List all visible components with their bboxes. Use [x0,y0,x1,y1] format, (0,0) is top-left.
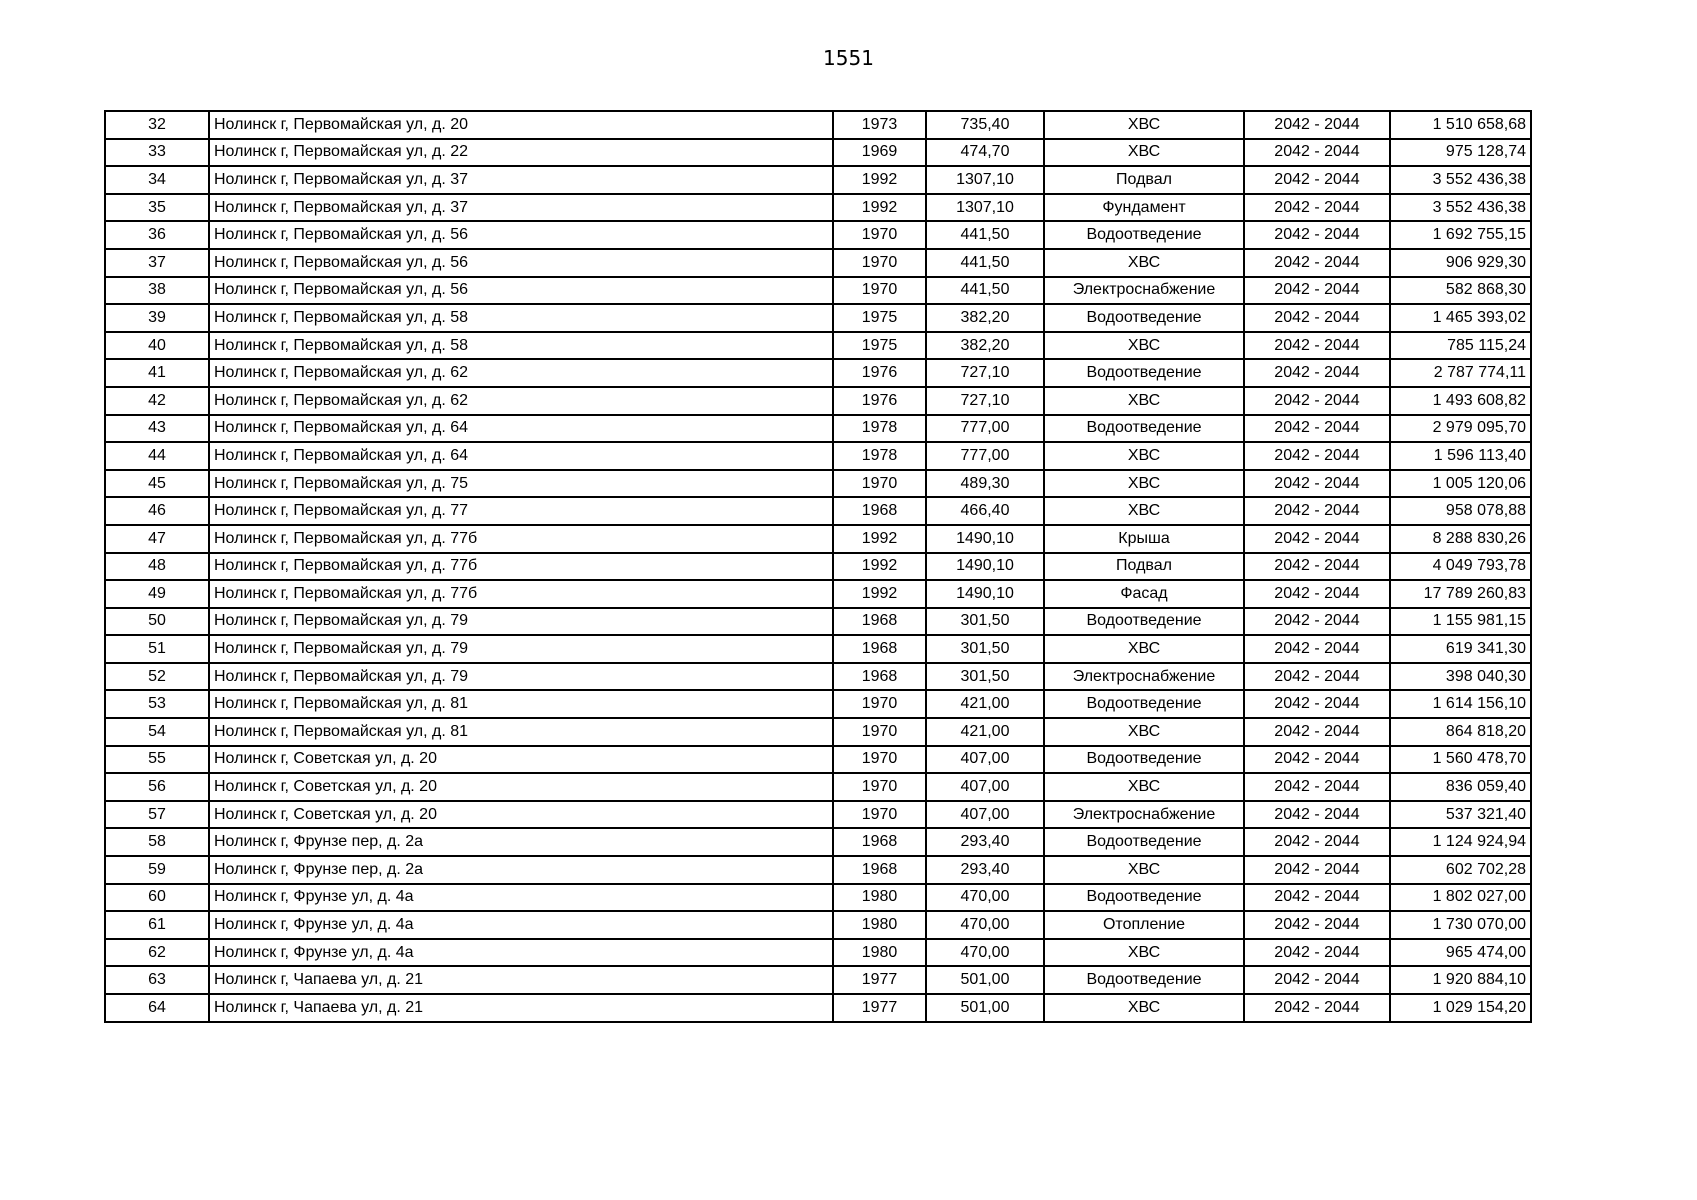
work-type-cell: Электроснабжение [1044,663,1244,691]
address-cell: Нолинск г, Чапаева ул, д. 21 [209,966,833,994]
work-type-cell: ХВС [1044,470,1244,498]
work-type-cell: Водоотведение [1044,690,1244,718]
year-built-cell: 1992 [833,194,926,222]
cost-cell: 864 818,20 [1390,718,1531,746]
row-number-cell: 42 [105,387,209,415]
repair-schedule-table [104,110,1532,1023]
table-row [105,690,1531,718]
area-cell: 501,00 [926,966,1044,994]
area-cell: 301,50 [926,608,1044,636]
row-number-cell: 35 [105,194,209,222]
cost-cell: 619 341,30 [1390,635,1531,663]
cost-cell: 1 510 658,68 [1390,111,1531,139]
cost-cell: 965 474,00 [1390,939,1531,967]
area-cell: 421,00 [926,690,1044,718]
area-cell: 407,00 [926,801,1044,829]
table-row [105,718,1531,746]
table-row [105,166,1531,194]
row-number-cell: 60 [105,884,209,912]
work-type-cell: Крыша [1044,525,1244,553]
row-number-cell: 51 [105,635,209,663]
table-row [105,111,1531,139]
area-cell: 441,50 [926,221,1044,249]
table-row [105,773,1531,801]
period-cell: 2042 - 2044 [1244,249,1390,277]
year-built-cell: 1968 [833,635,926,663]
address-cell: Нолинск г, Фрунзе пер, д. 2а [209,856,833,884]
table-row [105,746,1531,774]
work-type-cell: Водоотведение [1044,746,1244,774]
row-number-cell: 61 [105,911,209,939]
cost-cell: 602 702,28 [1390,856,1531,884]
area-cell: 466,40 [926,497,1044,525]
year-built-cell: 1970 [833,690,926,718]
row-number-cell: 64 [105,994,209,1022]
address-cell: Нолинск г, Первомайская ул, д. 77б [209,553,833,581]
table-row [105,608,1531,636]
year-built-cell: 1968 [833,663,926,691]
year-built-cell: 1992 [833,166,926,194]
year-built-cell: 1992 [833,525,926,553]
table-row [105,801,1531,829]
work-type-cell: ХВС [1044,994,1244,1022]
year-built-cell: 1970 [833,718,926,746]
work-type-cell: Отопление [1044,911,1244,939]
cost-cell: 582 868,30 [1390,277,1531,305]
address-cell: Нолинск г, Фрунзе пер, д. 2а [209,828,833,856]
area-cell: 407,00 [926,746,1044,774]
table-row [105,304,1531,332]
period-cell: 2042 - 2044 [1244,470,1390,498]
row-number-cell: 58 [105,828,209,856]
area-cell: 441,50 [926,277,1044,305]
work-type-cell: Фундамент [1044,194,1244,222]
work-type-cell: Водоотведение [1044,884,1244,912]
address-cell: Нолинск г, Первомайская ул, д. 77 [209,497,833,525]
period-cell: 2042 - 2044 [1244,497,1390,525]
period-cell: 2042 - 2044 [1244,359,1390,387]
period-cell: 2042 - 2044 [1244,111,1390,139]
table-row [105,139,1531,167]
cost-cell: 1 802 027,00 [1390,884,1531,912]
year-built-cell: 1970 [833,801,926,829]
page-number: 1551 [823,46,874,70]
address-cell: Нолинск г, Первомайская ул, д. 56 [209,249,833,277]
year-built-cell: 1970 [833,221,926,249]
area-cell: 1490,10 [926,580,1044,608]
area-cell: 1307,10 [926,166,1044,194]
table-row [105,415,1531,443]
period-cell: 2042 - 2044 [1244,690,1390,718]
table-row [105,553,1531,581]
address-cell: Нолинск г, Первомайская ул, д. 58 [209,332,833,360]
period-cell: 2042 - 2044 [1244,635,1390,663]
table-row [105,332,1531,360]
table-row [105,194,1531,222]
address-cell: Нолинск г, Фрунзе ул, д. 4а [209,884,833,912]
row-number-cell: 52 [105,663,209,691]
row-number-cell: 57 [105,801,209,829]
address-cell: Нолинск г, Первомайская ул, д. 62 [209,387,833,415]
period-cell: 2042 - 2044 [1244,304,1390,332]
cost-cell: 1 124 924,94 [1390,828,1531,856]
row-number-cell: 59 [105,856,209,884]
table-row [105,221,1531,249]
cost-cell: 1 465 393,02 [1390,304,1531,332]
year-built-cell: 1969 [833,139,926,167]
address-cell: Нолинск г, Первомайская ул, д. 58 [209,304,833,332]
address-cell: Нолинск г, Первомайская ул, д. 75 [209,470,833,498]
year-built-cell: 1980 [833,911,926,939]
period-cell: 2042 - 2044 [1244,856,1390,884]
row-number-cell: 50 [105,608,209,636]
cost-cell: 785 115,24 [1390,332,1531,360]
table-row [105,277,1531,305]
year-built-cell: 1978 [833,442,926,470]
table-row [105,939,1531,967]
cost-cell: 958 078,88 [1390,497,1531,525]
address-cell: Нолинск г, Советская ул, д. 20 [209,746,833,774]
area-cell: 470,00 [926,911,1044,939]
table-row [105,828,1531,856]
row-number-cell: 48 [105,553,209,581]
period-cell: 2042 - 2044 [1244,139,1390,167]
area-cell: 474,70 [926,139,1044,167]
area-cell: 1307,10 [926,194,1044,222]
work-type-cell: Водоотведение [1044,828,1244,856]
work-type-cell: ХВС [1044,939,1244,967]
cost-cell: 1 155 981,15 [1390,608,1531,636]
cost-cell: 975 128,74 [1390,139,1531,167]
row-number-cell: 40 [105,332,209,360]
cost-cell: 8 288 830,26 [1390,525,1531,553]
area-cell: 293,40 [926,828,1044,856]
table-row [105,884,1531,912]
table-row [105,580,1531,608]
period-cell: 2042 - 2044 [1244,415,1390,443]
period-cell: 2042 - 2044 [1244,387,1390,415]
row-number-cell: 53 [105,690,209,718]
address-cell: Нолинск г, Первомайская ул, д. 79 [209,663,833,691]
year-built-cell: 1968 [833,608,926,636]
year-built-cell: 1978 [833,415,926,443]
area-cell: 777,00 [926,415,1044,443]
work-type-cell: ХВС [1044,387,1244,415]
year-built-cell: 1992 [833,553,926,581]
work-type-cell: Электроснабжение [1044,277,1244,305]
table-row [105,249,1531,277]
address-cell: Нолинск г, Первомайская ул, д. 56 [209,277,833,305]
row-number-cell: 45 [105,470,209,498]
row-number-cell: 37 [105,249,209,277]
row-number-cell: 41 [105,359,209,387]
period-cell: 2042 - 2044 [1244,773,1390,801]
year-built-cell: 1980 [833,939,926,967]
area-cell: 501,00 [926,994,1044,1022]
address-cell: Нолинск г, Первомайская ул, д. 37 [209,166,833,194]
cost-cell: 906 929,30 [1390,249,1531,277]
year-built-cell: 1977 [833,966,926,994]
work-type-cell: ХВС [1044,635,1244,663]
cost-cell: 2 787 774,11 [1390,359,1531,387]
work-type-cell: ХВС [1044,332,1244,360]
period-cell: 2042 - 2044 [1244,746,1390,774]
row-number-cell: 39 [105,304,209,332]
area-cell: 407,00 [926,773,1044,801]
area-cell: 489,30 [926,470,1044,498]
row-number-cell: 32 [105,111,209,139]
table-row [105,525,1531,553]
work-type-cell: Водоотведение [1044,221,1244,249]
year-built-cell: 1970 [833,470,926,498]
area-cell: 382,20 [926,332,1044,360]
address-cell: Нолинск г, Первомайская ул, д. 77б [209,580,833,608]
year-built-cell: 1975 [833,304,926,332]
work-type-cell: ХВС [1044,139,1244,167]
cost-cell: 1 692 755,15 [1390,221,1531,249]
area-cell: 301,50 [926,635,1044,663]
period-cell: 2042 - 2044 [1244,608,1390,636]
table-row [105,387,1531,415]
area-cell: 293,40 [926,856,1044,884]
work-type-cell: Водоотведение [1044,415,1244,443]
row-number-cell: 54 [105,718,209,746]
work-type-cell: Водоотведение [1044,359,1244,387]
table-row [105,966,1531,994]
cost-cell: 3 552 436,38 [1390,194,1531,222]
row-number-cell: 49 [105,580,209,608]
cost-cell: 2 979 095,70 [1390,415,1531,443]
period-cell: 2042 - 2044 [1244,884,1390,912]
year-built-cell: 1977 [833,994,926,1022]
row-number-cell: 47 [105,525,209,553]
work-type-cell: ХВС [1044,442,1244,470]
cost-cell: 1 029 154,20 [1390,994,1531,1022]
area-cell: 421,00 [926,718,1044,746]
area-cell: 470,00 [926,884,1044,912]
year-built-cell: 1970 [833,277,926,305]
period-cell: 2042 - 2044 [1244,332,1390,360]
work-type-cell: ХВС [1044,856,1244,884]
year-built-cell: 1970 [833,746,926,774]
address-cell: Нолинск г, Первомайская ул, д. 79 [209,635,833,663]
period-cell: 2042 - 2044 [1244,828,1390,856]
address-cell: Нолинск г, Первомайская ул, д. 81 [209,690,833,718]
year-built-cell: 1976 [833,359,926,387]
period-cell: 2042 - 2044 [1244,166,1390,194]
year-built-cell: 1968 [833,497,926,525]
period-cell: 2042 - 2044 [1244,221,1390,249]
address-cell: Нолинск г, Первомайская ул, д. 81 [209,718,833,746]
row-number-cell: 63 [105,966,209,994]
period-cell: 2042 - 2044 [1244,277,1390,305]
area-cell: 441,50 [926,249,1044,277]
cost-cell: 1 560 478,70 [1390,746,1531,774]
cost-cell: 1 005 120,06 [1390,470,1531,498]
address-cell: Нолинск г, Первомайская ул, д. 62 [209,359,833,387]
address-cell: Нолинск г, Первомайская ул, д. 22 [209,139,833,167]
period-cell: 2042 - 2044 [1244,663,1390,691]
work-type-cell: ХВС [1044,111,1244,139]
cost-cell: 398 040,30 [1390,663,1531,691]
table-row [105,663,1531,691]
row-number-cell: 44 [105,442,209,470]
work-type-cell: Водоотведение [1044,966,1244,994]
work-type-cell: ХВС [1044,249,1244,277]
row-number-cell: 38 [105,277,209,305]
table-body [105,111,1531,1022]
period-cell: 2042 - 2044 [1244,994,1390,1022]
row-number-cell: 36 [105,221,209,249]
work-type-cell: Фасад [1044,580,1244,608]
address-cell: Нолинск г, Первомайская ул, д. 77б [209,525,833,553]
area-cell: 301,50 [926,663,1044,691]
address-cell: Нолинск г, Первомайская ул, д. 20 [209,111,833,139]
cost-cell: 537 321,40 [1390,801,1531,829]
row-number-cell: 56 [105,773,209,801]
period-cell: 2042 - 2044 [1244,580,1390,608]
year-built-cell: 1992 [833,580,926,608]
address-cell: Нолинск г, Первомайская ул, д. 79 [209,608,833,636]
table-row [105,911,1531,939]
year-built-cell: 1968 [833,828,926,856]
cost-cell: 17 789 260,83 [1390,580,1531,608]
period-cell: 2042 - 2044 [1244,911,1390,939]
period-cell: 2042 - 2044 [1244,801,1390,829]
period-cell: 2042 - 2044 [1244,718,1390,746]
area-cell: 382,20 [926,304,1044,332]
row-number-cell: 46 [105,497,209,525]
address-cell: Нолинск г, Советская ул, д. 20 [209,801,833,829]
period-cell: 2042 - 2044 [1244,442,1390,470]
year-built-cell: 1980 [833,884,926,912]
cost-cell: 1 920 884,10 [1390,966,1531,994]
period-cell: 2042 - 2044 [1244,194,1390,222]
cost-cell: 4 049 793,78 [1390,553,1531,581]
work-type-cell: ХВС [1044,497,1244,525]
cost-cell: 836 059,40 [1390,773,1531,801]
row-number-cell: 62 [105,939,209,967]
period-cell: 2042 - 2044 [1244,939,1390,967]
table-row [105,497,1531,525]
cost-cell: 1 730 070,00 [1390,911,1531,939]
table-row [105,442,1531,470]
area-cell: 470,00 [926,939,1044,967]
area-cell: 1490,10 [926,553,1044,581]
work-type-cell: ХВС [1044,773,1244,801]
address-cell: Нолинск г, Первомайская ул, д. 37 [209,194,833,222]
year-built-cell: 1970 [833,773,926,801]
row-number-cell: 43 [105,415,209,443]
cost-cell: 1 614 156,10 [1390,690,1531,718]
address-cell: Нолинск г, Советская ул, д. 20 [209,773,833,801]
table-row [105,470,1531,498]
address-cell: Нолинск г, Чапаева ул, д. 21 [209,994,833,1022]
address-cell: Нолинск г, Первомайская ул, д. 64 [209,415,833,443]
cost-cell: 1 596 113,40 [1390,442,1531,470]
table-row [105,635,1531,663]
row-number-cell: 55 [105,746,209,774]
cost-cell: 3 552 436,38 [1390,166,1531,194]
year-built-cell: 1970 [833,249,926,277]
row-number-cell: 34 [105,166,209,194]
period-cell: 2042 - 2044 [1244,966,1390,994]
work-type-cell: Подвал [1044,553,1244,581]
area-cell: 735,40 [926,111,1044,139]
year-built-cell: 1975 [833,332,926,360]
row-number-cell: 33 [105,139,209,167]
period-cell: 2042 - 2044 [1244,525,1390,553]
address-cell: Нолинск г, Первомайская ул, д. 64 [209,442,833,470]
cost-cell: 1 493 608,82 [1390,387,1531,415]
work-type-cell: Водоотведение [1044,608,1244,636]
address-cell: Нолинск г, Фрунзе ул, д. 4а [209,911,833,939]
year-built-cell: 1973 [833,111,926,139]
work-type-cell: ХВС [1044,718,1244,746]
table-row [105,856,1531,884]
area-cell: 727,10 [926,387,1044,415]
work-type-cell: Подвал [1044,166,1244,194]
table-row [105,359,1531,387]
year-built-cell: 1968 [833,856,926,884]
area-cell: 727,10 [926,359,1044,387]
area-cell: 777,00 [926,442,1044,470]
area-cell: 1490,10 [926,525,1044,553]
address-cell: Нолинск г, Фрунзе ул, д. 4а [209,939,833,967]
work-type-cell: Электроснабжение [1044,801,1244,829]
table-row [105,994,1531,1022]
year-built-cell: 1976 [833,387,926,415]
period-cell: 2042 - 2044 [1244,553,1390,581]
work-type-cell: Водоотведение [1044,304,1244,332]
address-cell: Нолинск г, Первомайская ул, д. 56 [209,221,833,249]
